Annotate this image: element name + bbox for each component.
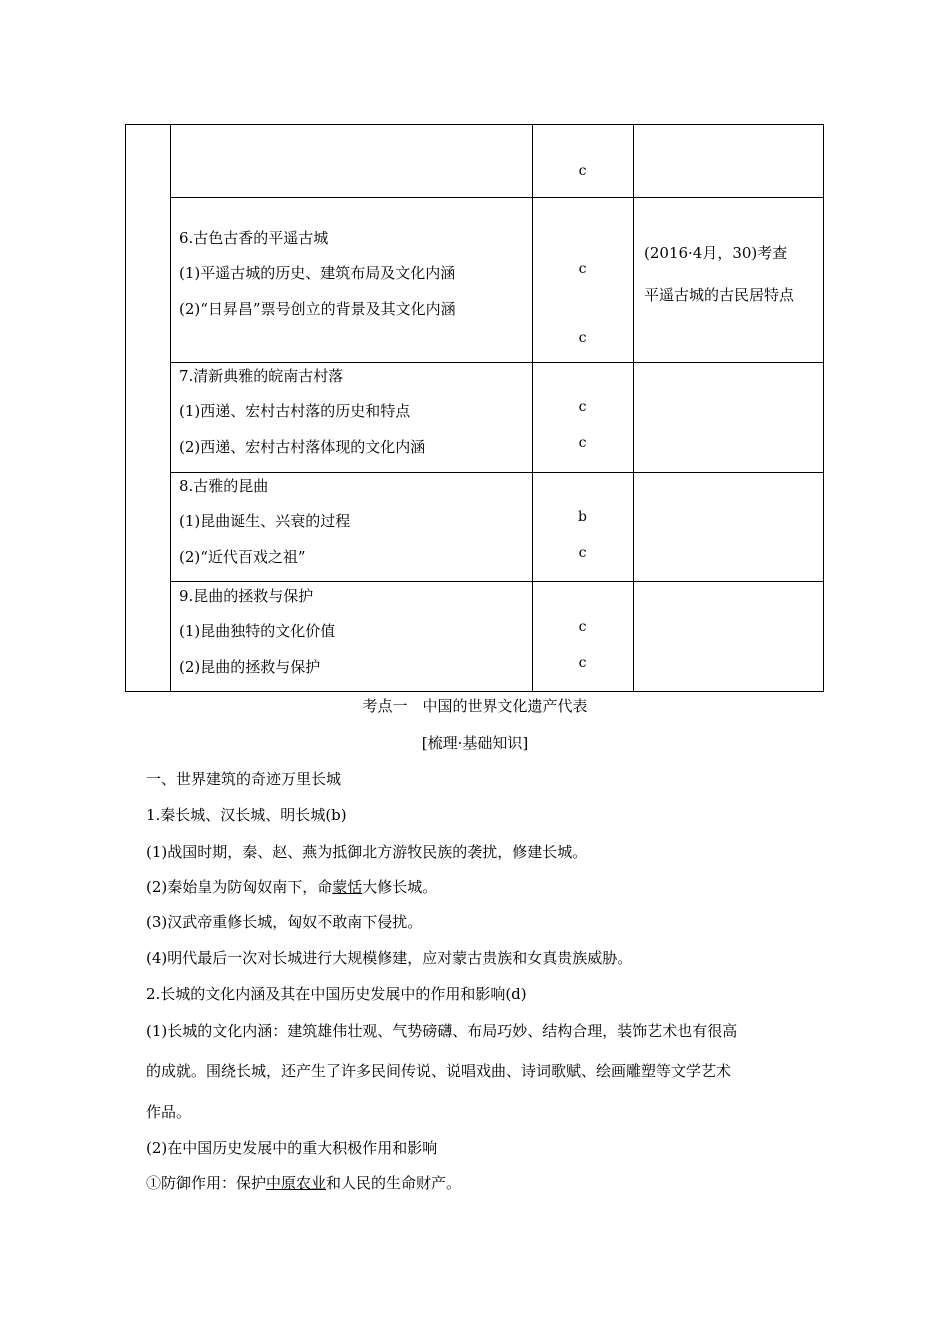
- section-title: 考点一 中国的世界文化遗产代表: [362, 697, 588, 715]
- point-item: [146, 1172, 461, 1193]
- level-cell: c: [578, 261, 587, 277]
- underlined-keyword: 蒙恬: [332, 878, 363, 896]
- topic-item: (2)昆曲的拯救与保护: [179, 658, 321, 676]
- text-span: ①防御作用：保护: [146, 1174, 267, 1192]
- level-cell: c: [578, 545, 587, 561]
- point-item: 作品。: [146, 1103, 192, 1121]
- row-divider: [170, 197, 823, 198]
- row-divider: [170, 362, 823, 363]
- heading-great-wall: 一、世界建筑的奇迹万里长城: [146, 770, 342, 788]
- topic-title: 7.清新典雅的皖南古村落: [179, 367, 344, 385]
- text-span: 大修长城。: [362, 878, 438, 896]
- point-item: (2)在中国历史发展中的重大积极作用和影响: [146, 1139, 438, 1157]
- point-item: (1)战国时期，秦、赵、燕为抵御北方游牧民族的袭扰，修建长城。: [146, 843, 588, 861]
- topic-item: (1)昆曲诞生、兴衰的过程: [179, 512, 351, 530]
- point-title: 1.秦长城、汉长城、明长城(b): [146, 806, 347, 824]
- section-subtitle: [梳理·基础知识]: [421, 734, 529, 752]
- level-cell: b: [578, 509, 587, 525]
- level-cell: c: [578, 399, 587, 415]
- point-item: [146, 876, 437, 897]
- point-title: 2.长城的文化内涵及其在中国历史发展中的作用和影响(d): [146, 985, 527, 1003]
- text-span: 和人民的生命财产。: [326, 1174, 462, 1192]
- topic-item: (2)西递、宏村古村落体现的文化内涵: [179, 438, 426, 456]
- topic-item: (1)西递、宏村古村落的历史和特点: [179, 402, 411, 420]
- row-divider: [170, 472, 823, 473]
- table-divider: [633, 125, 634, 691]
- point-item: (3)汉武帝重修长城，匈奴不敢南下侵扰。: [146, 913, 423, 931]
- level-cell: c: [578, 163, 587, 179]
- level-cell: c: [578, 330, 587, 346]
- underlined-keyword: 中原农业: [266, 1174, 327, 1192]
- level-cell: c: [578, 655, 587, 671]
- row-divider: [170, 581, 823, 582]
- level-cell: c: [578, 435, 587, 451]
- exam-reference: 平遥古城的古民居特点: [644, 286, 795, 304]
- topic-item: (1)平遥古城的历史、建筑布局及文化内涵: [179, 264, 456, 282]
- point-item: (4)明代最后一次对长城进行大规模修建，应对蒙古贵族和女真贵族威胁。: [146, 949, 633, 967]
- table-divider: [170, 125, 171, 691]
- topic-item: (2)“日昇昌”票号创立的背景及其文化内涵: [179, 300, 456, 318]
- curriculum-table: [125, 124, 824, 692]
- level-cell: c: [578, 619, 587, 635]
- topic-item: (1)昆曲独特的文化价值: [179, 622, 336, 640]
- exam-reference: (2016·4月，30)考查: [644, 244, 788, 262]
- topic-title: 6.古色古香的平遥古城: [179, 229, 329, 247]
- topic-title: 9.昆曲的拯救与保护: [179, 587, 314, 605]
- point-item: (1)长城的文化内涵：建筑雄伟壮观、气势磅礴、布局巧妙、结构合理，装饰艺术也有很高: [146, 1022, 738, 1040]
- topic-item: (2)“近代百戏之祖”: [179, 548, 306, 566]
- point-item: 的成就。围绕长城，还产生了许多民间传说、说唱戏曲、诗词歌赋、绘画雕塑等文学艺术: [146, 1062, 732, 1080]
- topic-title: 8.古雅的昆曲: [179, 477, 269, 495]
- text-span: (2)秦始皇为防匈奴南下，命: [146, 878, 333, 896]
